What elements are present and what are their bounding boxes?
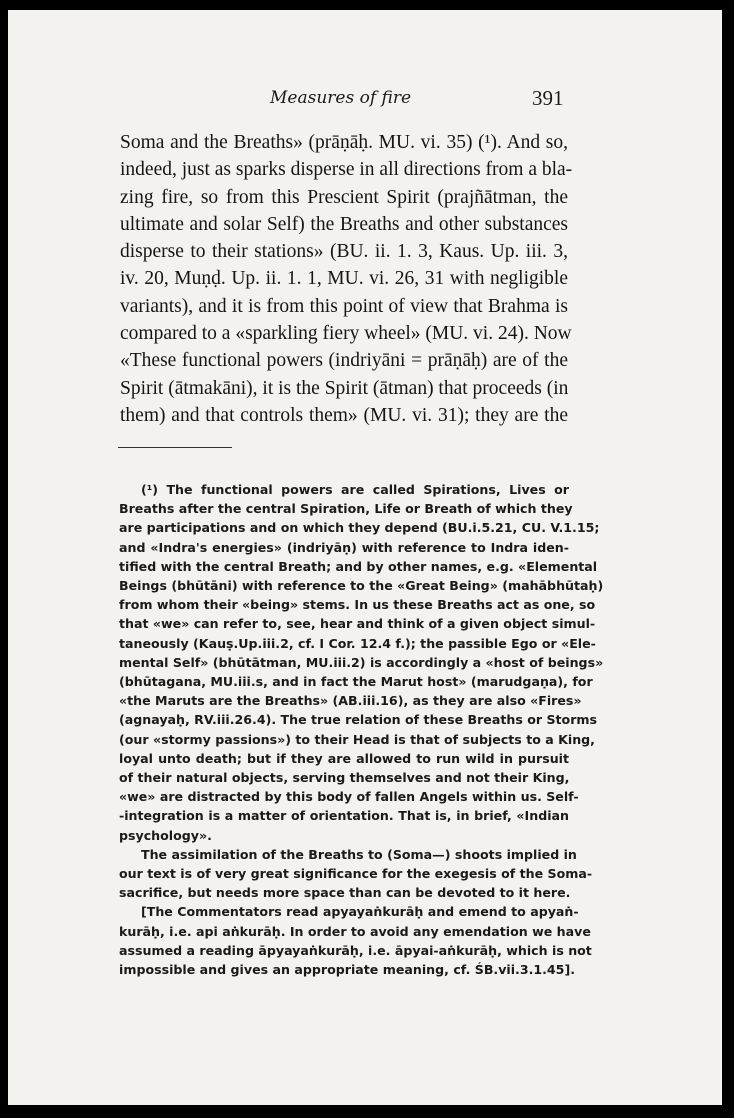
body-line: indeed, just as sparks disperse in all directions from a bla-: [120, 159, 573, 181]
footnote-line: assumed a reading āpyayaṅkurāḥ, i.e. āpyai-aṅkurāḥ, which is not: [119, 942, 592, 958]
footnote-line: our text is of very great significance for the exegesis of the Soma-: [119, 866, 593, 882]
footnote-line: «we» are distracted by this body of fallen Angels within us. Self-: [119, 789, 579, 805]
footnote-line: and «Indra's energies» (indriyāṇ) with reference to Indra iden-: [119, 539, 569, 555]
footnote-line: impossible and gives an appropriate meaning, cf. ŚB.vii.3.1.45].: [119, 962, 575, 978]
footnote-line: (agnayaḥ, RV.iii.26.4). The true relation of these Breaths or Storms: [119, 712, 598, 728]
page-number: 391: [532, 86, 564, 110]
footnote-line: taneously (Kauṣ.Up.iii.2, cf. I Cor. 12.4 f.); the passible Ego or «Ele-: [119, 635, 596, 651]
book-page: [8, 10, 722, 1105]
main-text: [120, 129, 573, 429]
footnote-line: of their natural objects, serving themselves and not their King,: [119, 770, 570, 786]
footnote-line: kurāḥ, i.e. api aṅkurāḥ. In order to avoid any emendation we have: [119, 923, 591, 939]
body-line: ultimate and solar Self) the Breaths and other substances: [120, 213, 568, 235]
footnote-line: that «we» can refer to, see, hear and think of a given object simul-: [119, 616, 596, 632]
body-line: disperse to their stations» (BU. ii. 1. 3, Kaus. Up. iii. 3,: [120, 241, 568, 263]
footnote-line: are participations and on which they depend (BU.i.5.21, CU. V.1.15;: [119, 520, 600, 536]
body-line: iv. 20, Muṇḍ. Up. ii. 1. 1, MU. vi. 26, 31 with negligible: [120, 268, 568, 290]
footnotes: [119, 480, 604, 979]
body-line: zing fire, so from this Prescient Spirit (prajñātman, the: [120, 186, 568, 208]
body-line: them) and that controls them» (MU. vi. 31); they are the: [120, 404, 568, 426]
footnote-line: sacrifice, but needs more space than can be devoted to it here.: [119, 885, 571, 901]
footnote-line: tified with the central Breath; and by other names, e.g. «Elemental: [119, 558, 598, 574]
footnote-divider: [118, 447, 232, 448]
body-line: variants), and it is from this point of view that Brahma is: [120, 295, 568, 317]
footnote-line: Breaths after the central Spiration, Life or Breath of which they: [119, 501, 573, 517]
footnote-line: loyal unto death; but if they are allowed to run wild in pursuit: [119, 750, 569, 766]
footnote-line: Beings (bhūtāni) with reference to the «Great Being» (mahābhūtaḥ): [119, 578, 604, 594]
footnote-line: (our «stormy passions») to their Head is that of subjects to a King,: [119, 731, 595, 747]
running-title: Measures of fire: [270, 88, 412, 108]
footnote-line: (¹) The functional powers are called Spirations, Lives or: [141, 482, 569, 497]
body-line: compared to a «sparkling fiery wheel» (MU. vi. 24). Now: [120, 323, 572, 345]
footnote-line: mental Self» (bhūtātman, MU.iii.2) is accordingly a «host of beings»: [119, 654, 604, 670]
footnote-line: psychology».: [119, 827, 212, 843]
body-line: Soma and the Breaths» (prāṇāḥ. MU. vi. 35) (¹). And so,: [120, 132, 568, 153]
footnote-line: «the Maruts are the Breaths» (AB.iii.16), as they are also «Fires»: [119, 693, 582, 709]
footnote-line: The assimilation of the Breaths to (Soma—) shoots implied in: [141, 846, 577, 862]
body-line: «These functional powers (indriyāni = prāṇāḥ) are of the: [120, 350, 568, 372]
footnote-line: [The Commentators read apyayaṅkurāḥ and emend to apyaṅ-: [141, 904, 579, 920]
footnote-line: (bhūtagana, MU.iii.s, and in fact the Marut host» (marudgaṇa), for: [119, 674, 593, 690]
body-line: Spirit (ātmakāni), it is the Spirit (ātman) that proceeds (in: [120, 377, 569, 399]
footnote-line: from whom their «being» stems. In us these Breaths act as one, so: [119, 597, 596, 613]
footnote-line: -integration is a matter of orientation. That is, in brief, «Indian: [119, 808, 569, 824]
